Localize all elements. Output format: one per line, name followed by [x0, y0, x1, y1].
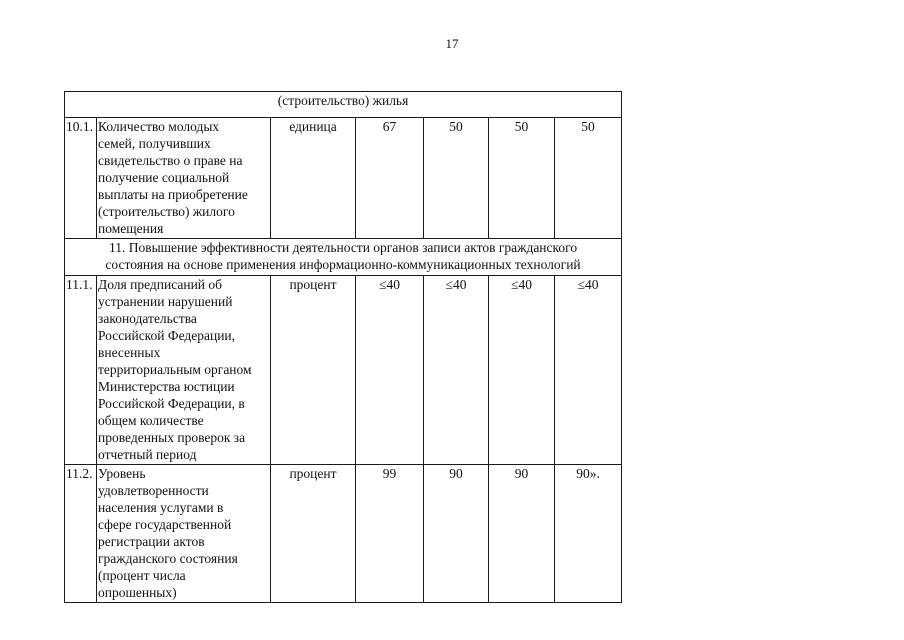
indicator-name-line: населения услугами в: [98, 500, 224, 515]
indicator-value: 90: [489, 465, 555, 603]
indicator-value: 99: [356, 465, 424, 603]
indicator-value: ≤40: [489, 276, 555, 465]
indicator-name-line: выплаты на приобретение: [98, 187, 248, 202]
section-text: (строительство) жилья: [277, 93, 409, 108]
indicator-name-line: Доля предписаний об: [98, 277, 223, 292]
indicator-value: 90».: [555, 465, 622, 603]
indicator-name-line: законодательства: [98, 311, 197, 326]
indicator-number: 11.1.: [65, 276, 97, 465]
section-text-line: 11. Повышение эффективности деятельности органов записи актов гражданского: [108, 240, 578, 255]
indicator-name-line: проведенных проверок за: [98, 430, 246, 445]
indicator-name-line: сфере государственной: [98, 517, 232, 532]
indicator-name-line: получение социальной: [98, 170, 230, 185]
indicator-name-line: удовлетворенности: [98, 483, 209, 498]
indicator-value: ≤40: [555, 276, 622, 465]
section-row: [65, 92, 622, 118]
indicators-table: [64, 91, 622, 603]
indicator-name-line: гражданского состояния: [98, 551, 238, 566]
indicator-value: ≤40: [424, 276, 489, 465]
indicator-name: [97, 276, 271, 465]
section-row: [65, 239, 622, 276]
indicator-name: [97, 465, 271, 603]
table-row: [65, 465, 622, 603]
indicator-name-line: внесенных: [98, 345, 161, 360]
indicator-name-line: территориальным органом: [98, 362, 252, 377]
table-row: [65, 118, 622, 239]
indicator-unit: единица: [271, 118, 356, 239]
indicator-value: 50: [489, 118, 555, 239]
indicator-name-line: (процент числа: [98, 568, 186, 583]
indicator-unit: процент: [271, 465, 356, 603]
indicator-name-line: семей, получивших: [98, 136, 211, 151]
table-row: [65, 276, 622, 465]
page-number: 17: [445, 36, 459, 51]
indicator-name-line: Министерства юстиции: [98, 379, 235, 394]
indicator-name-line: Количество молодых: [98, 119, 220, 134]
indicator-name-line: отчетный период: [98, 447, 197, 462]
indicator-name-line: опрошенных): [98, 585, 177, 600]
indicator-name-line: Российской Федерации, в: [98, 396, 245, 411]
indicator-value: 90: [424, 465, 489, 603]
section-text-line: состояния на основе применения информационно-коммуникационных технологий: [105, 257, 581, 272]
indicator-name-line: устранении нарушений: [98, 294, 233, 309]
indicator-name-line: общем количестве: [98, 413, 204, 428]
indicator-number: 10.1.: [65, 118, 97, 239]
indicator-number: 11.2.: [65, 465, 97, 603]
indicator-value: ≤40: [356, 276, 424, 465]
section-title: [65, 92, 622, 118]
indicator-unit: процент: [271, 276, 356, 465]
indicator-value: 67: [356, 118, 424, 239]
indicator-name-line: помещения: [98, 221, 164, 236]
indicator-name-line: свидетельство о праве на: [98, 153, 243, 168]
indicator-value: 50: [555, 118, 622, 239]
section-title: [65, 239, 622, 276]
indicator-name-line: (строительство) жилого: [98, 204, 235, 219]
indicator-name-line: Российской Федерации,: [98, 328, 236, 343]
indicator-name-line: регистрации актов: [98, 534, 205, 549]
indicator-name: [97, 118, 271, 239]
indicator-value: 50: [424, 118, 489, 239]
indicator-name-line: Уровень: [98, 466, 146, 481]
